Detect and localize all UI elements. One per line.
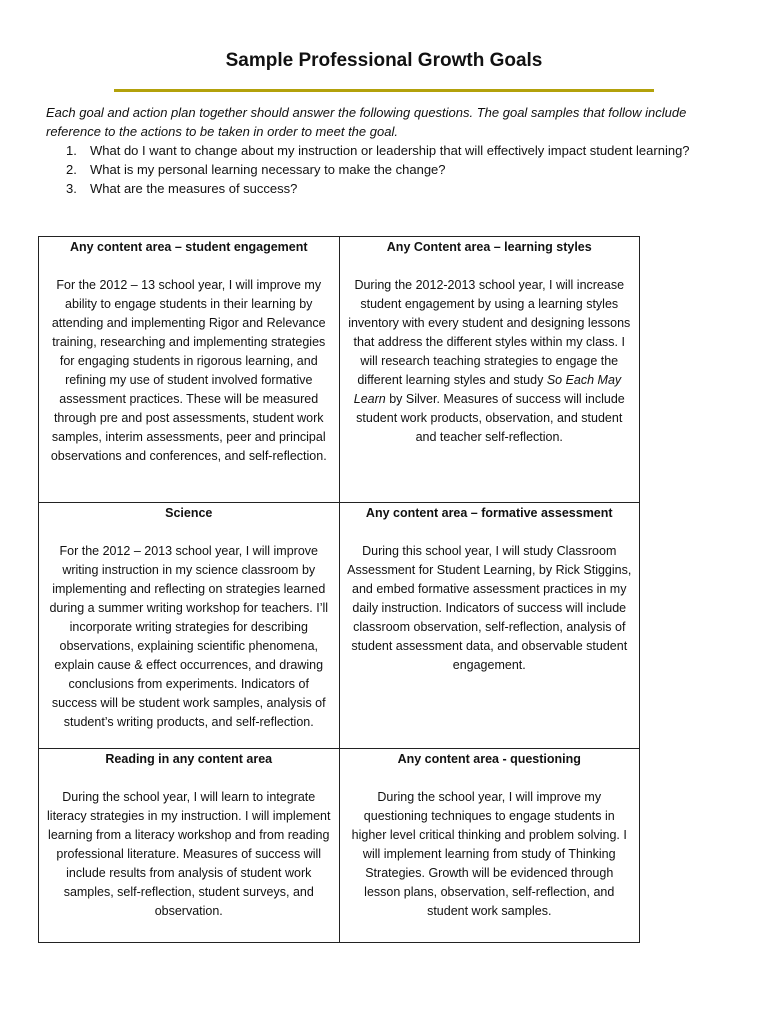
book-title: So Each May Learn	[353, 373, 622, 406]
question-item	[46, 141, 696, 160]
goal-cell-learning-styles	[339, 237, 640, 503]
goal-body	[347, 276, 633, 447]
goal-heading: Any content area – student engagement	[69, 240, 308, 254]
goal-heading: Any Content area – learning styles	[386, 240, 592, 254]
goal-heading: Any content area - questioning	[397, 752, 581, 766]
page-title: Sample Professional Growth Goals	[225, 50, 543, 71]
goal-heading: Any content area – formative assessment	[365, 506, 613, 520]
goal-body: During the school year, I will learn to integrate literacy strategies in my instruction. I will implement learning from a literacy workshop and from reading professional literature. Measures of success will include results from analysis of student work samples, self-reflection, student surveys, and observation.	[47, 790, 331, 918]
table-row	[39, 749, 640, 943]
goal-body: During the school year, I will improve my questioning techniques to engage students in higher level critical thinking and problem solving. I will implement learning from study of Thinking Strategies. Growth will be evidenced through lesson plans, observation, self-reflection, and student work samples.	[351, 790, 627, 918]
question-text: What is my personal learning necessary to make the change?	[90, 162, 446, 177]
question-number: 2.	[66, 162, 77, 177]
guiding-questions-list	[46, 141, 696, 198]
question-text: What do I want to change about my instruction or leadership that will effectively impact student learning?	[90, 143, 690, 158]
goal-cell-reading	[39, 749, 340, 943]
goal-body-text: by Silver. Measures of success will include student work products, observation, and student and teacher self-reflection.	[356, 392, 625, 444]
goal-cell-science	[39, 503, 340, 749]
goal-heading: Science	[165, 506, 213, 520]
table-row	[39, 237, 640, 503]
goal-body: For the 2012 – 2013 school year, I will improve writing instruction in my science classroom by implementing and reflecting on strategies learned during a summer writing workshop for teachers. I’ll incorporate writing strategies for describing observations, explaining scientific phenomena, explain cause & effect occurrences, and drawing conclusions from experiments. Indicators of success will be student work samples, analysis of student’s writing products, and self-reflection.	[49, 544, 329, 729]
goal-cell-student-engagement	[39, 237, 340, 503]
goal-body-text: During the 2012-2013 school year, I will increase student engagement by using a learning styles inventory with every student and designing lessons that address the different styles within my class. I will research teaching strategies to engage the different learning styles and study	[348, 278, 631, 387]
title-underline-rule	[114, 89, 654, 92]
question-item	[46, 179, 696, 198]
table-row	[39, 503, 640, 749]
goals-table	[38, 236, 640, 943]
question-number: 1.	[66, 143, 77, 158]
intro-paragraph: Each goal and action plan together should answer the following questions. The goal samples that follow include reference to the actions to be taken in order to meet the goal.	[46, 105, 687, 139]
goal-cell-questioning	[339, 749, 640, 943]
goal-cell-formative-assessment	[339, 503, 640, 749]
goal-body: For the 2012 – 13 school year, I will improve my ability to engage students in their learning by attending and implementing Rigor and Relevance training, researching and implementing strategies for engaging students in rigorous learning, and refining my use of student involved formative assessment practices. These will be measured through pre and post assessments, student work samples, interim assessments, peer and principal observations and conferences, and self-reflection.	[50, 278, 327, 463]
question-item	[46, 160, 696, 179]
question-text: What are the measures of success?	[90, 181, 298, 196]
question-number: 3.	[66, 181, 77, 196]
goal-body: During this school year, I will study Classroom Assessment for Student Learning, by Rick Stiggins, and embed formative assessment practices in my daily instruction. Indicators of success will include classroom observation, self-reflection, analysis of student assessment data, and observable student engagement.	[347, 544, 632, 672]
goal-heading: Reading in any content area	[105, 752, 273, 766]
